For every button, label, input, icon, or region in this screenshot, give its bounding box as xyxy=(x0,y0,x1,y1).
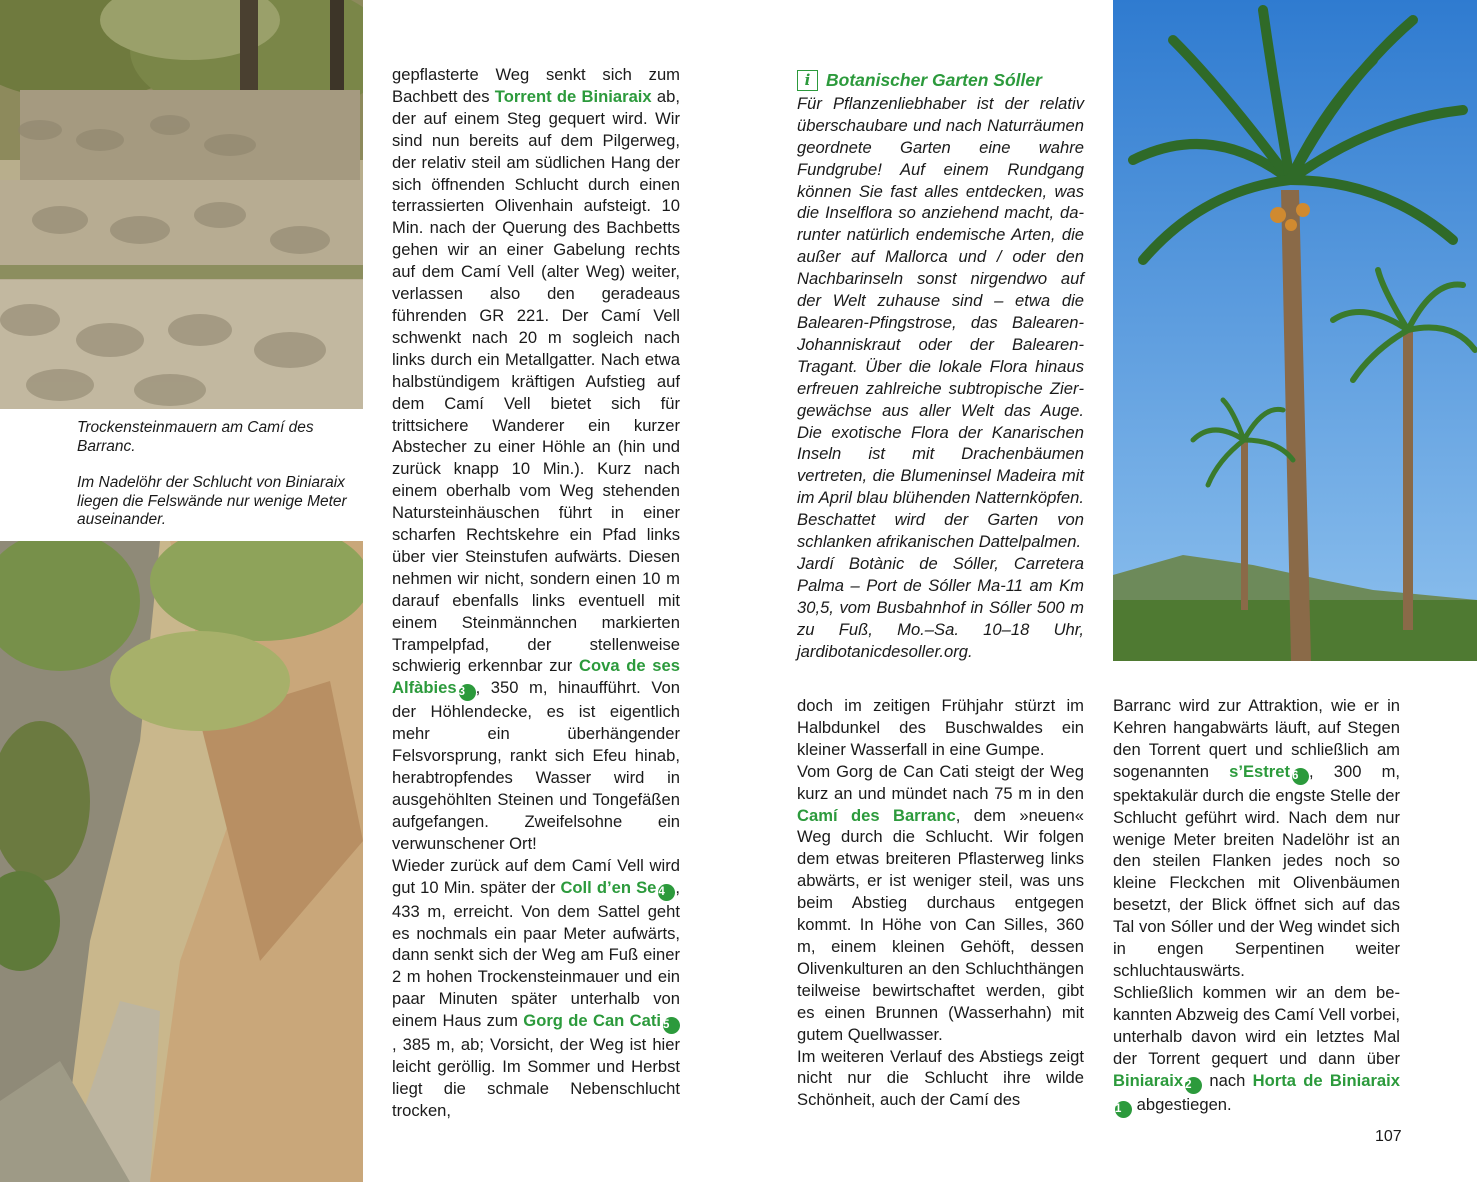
waypoint-number-badge: 4 xyxy=(658,884,675,901)
info-box-botanical-garden xyxy=(797,70,1084,662)
photo-biniaraix-gorge xyxy=(0,541,363,1182)
text-run: Schließlich kommen wir an dem bekannten Abzweig des Camí Vell vorbei, unterhalb davon wird ein letztes Mal der Torrent gequert und dann über xyxy=(1113,982,1400,1068)
caption-dry-stone-walls: Trockensteinmauern am Camí des Barranc. xyxy=(77,419,314,455)
waypoint-number-badge: 1 xyxy=(1115,1101,1132,1118)
photo-dry-stone-walls xyxy=(0,0,363,409)
text-run: Wieder zurück auf dem Camí Vell wird gut 10 Min. später der xyxy=(392,855,680,897)
text-column-1 xyxy=(392,64,680,1122)
waypoint-number-badge: 5 xyxy=(663,1017,680,1034)
caption-gorge: Im Nadelöhr der Schlucht von Biniaraix liegen die Felswände nur wenige Meter auseinander. xyxy=(77,474,347,528)
info-box-address: Jardí Botànic de Sóller, Carretera Palma – Port de Sóller Ma-11 am Km 30,5, vom Busbahnhof in Sóller 500 m zu Fuß, Mo.–Sa. 10–18 Uhr, jardibotanicdesoller.org. xyxy=(797,553,1084,661)
text-run: , 385 m, ab; Vorsicht, der Weg ist hier leicht geröllig. Im Sommer und Herbst liegt die schmale Nebenschlucht trocken, xyxy=(392,1035,680,1120)
paragraph xyxy=(797,761,1084,1046)
text-run: Barranc wird zur Attraktion, wie er in Kehren hangabwärts läuft, auf Stegen den Torrent quert und schließlich am sogenannten xyxy=(1113,696,1400,781)
text-run: nach xyxy=(1202,1070,1253,1090)
info-box-title: Botanischer Garten Sóller xyxy=(826,70,1042,90)
paragraph: doch im zeitigen Frühjahr stürzt im Halbdunkel des Buschwaldes ein kleiner Wasserfall in eine Gumpe. xyxy=(797,696,1084,759)
place-coll-den-se: Coll d’en Se xyxy=(560,877,657,897)
waypoint-number-badge: 6 xyxy=(1292,768,1309,785)
place-gorg-de-can-cati: Gorg de Can Cati xyxy=(523,1011,661,1031)
paragraph xyxy=(392,64,680,855)
text-column-3 xyxy=(1113,695,1400,1118)
waypoint-number-badge: 2 xyxy=(1185,1077,1202,1094)
text-run: gepflasterte Weg senkt sich zum Bachbett des xyxy=(392,65,680,106)
text-run: , 433 m, erreicht. Von dem Sattel geht es nochmals ein paar Meter aufwärts, dann senkt sich der Weg am Fuß einer 2 m hohen Trockensteinmauer und ein paar Minuten später unterhalb von einem Haus zum xyxy=(392,877,680,1031)
photo-date-palms xyxy=(1113,0,1477,661)
info-icon: i xyxy=(797,70,818,91)
text-run: ab, der auf einem Steg gequert wird. Wir sind nun bereits auf dem Pilgerweg, der relativ steil am südlichen Hang der sich öffnenden Schlucht durch einen terrassierten Olivenhain aufsteigt. 10 Min. nach der Querung des Bachbetts gehen wir an einer Gabelung rechts auf dem Camí Vell (alter Weg) weiter, verlassen also den geradeaus führenden GR 221. Der Camí Vell schwenkt nach 20 m sogleich nach links durch ein Metallgatter. Nach etwa halbstündigem kräftigen Aufstieg auf dem Camí Vell bietet sich für trittsichere Wanderer ein kurzer Abstecher zu einer Höhle an (hin und zurück knapp 10 Min.). Kurz nach einem oberhalb vom Weg stehenden Natursteinhäuschen führt in einer scharfen Rechtskehre ein Pfad links über vier Steinstufen aufwärts. Diesen nehmen wir nicht, sondern einen 10 m darauf ebenfalls links eventuell mit einem Steinmännchen markierten Trampelpfad, der stellenweise schwierig erkennbar zur xyxy=(392,86,680,676)
place-torrent-de-biniaraix: Torrent de Biniaraix xyxy=(494,86,652,106)
text-run: Vom Gorg de Can Cati steigt der Weg kurz an und mündet nach 75 m in den xyxy=(797,761,1084,803)
paragraph xyxy=(1113,982,1400,1118)
paragraph xyxy=(392,855,680,1122)
place-biniaraix: Biniaraix xyxy=(1113,1070,1184,1090)
text-run: , 300 m, spektakulär durch die engste Stelle der Schlucht geführt wird. Nach dem nur wenige Meter breiten Nadelöhr ist an den steilen Flanken jedes noch so kleine Fleckchen mit Olivenbäumen besetzt, der Blick öffnet sich auf das Tal von Sóller und der Weg windet sich in engen Serpentinen weiter schluchtauswärts. xyxy=(1113,761,1400,980)
info-box-text: Für Pflanzenliebhaber ist der relativ überschaubare und nach Naturräumen geordnete Garten eine wahre Fundgrube! Auf einem Rundgang können Sie fast alles entdecken, was die Inselflora so anziehend macht, darunter natürlich endemische Arten, die außer auf Mallorca und / oder den Nachbarinseln sonst nirgendwo auf der Welt zuhause sind – etwa die Balearen-Pfingstrose, das Balearen-Johanniskraut oder der Balearen-Tragant. Über die lokale Flora hinaus erfreuen zahlreiche subtropische Ziergewächse aus aller Welt das Auge. Die exotische Flora der Kanarischen Inseln ist mit Drachenbäumen vertreten, die Blumeninsel Madeira mit im April blau blühenden Natternköpfen. Beschattet wird der Garten von schlanken afrikanischen Dattelpalmen. xyxy=(797,93,1084,552)
text-column-2 xyxy=(797,695,1084,1111)
paragraph: Im weiteren Verlauf des Abstiegs zeigt nicht nur die Schlucht ihre wilde Schönheit, auch der Camí des xyxy=(797,1046,1084,1110)
paragraph xyxy=(1113,695,1400,982)
place-sestret: s’Estret xyxy=(1229,761,1290,781)
place-cova-de-ses-alfabies: Cova de ses Alfàbies xyxy=(392,656,680,698)
place-horta-de-biniaraix: Horta de Biniaraix xyxy=(1252,1070,1400,1090)
waypoint-number-badge: 3 xyxy=(459,684,476,701)
text-run: , dem »neuen« Weg durch die Schlucht. Wir folgen dem etwas breiteren Pflasterweg links abwärts, er ist weniger steil, was uns beim Abstieg durchaus entgegen kommt. In Höhe von Can Silles, 360 m, einem kleinen Gehöft, dessen Olivenkulturen an den Schluchthängen teilweise bewirtschaftet werden, gibt es einen Brunnen (Wasserhahn) mit gutem Quellwasser. xyxy=(797,805,1084,1044)
text-run: abgestiegen. xyxy=(1132,1094,1232,1114)
page-number: 107 xyxy=(1375,1128,1402,1145)
text-run: , 350 m, hinaufführt. Von der Höhlendecke, es ist eigentlich mehr ein überhängender Felsvorsprung, rankt sich Efeu hinab, herabtropfendes Wasser wird in ausgehöhlten Steinen und Tongefäßen aufgefangen. Zweifelsohne ein verwunschener Ort! xyxy=(392,678,680,853)
place-cami-des-barranc: Camí des Barranc xyxy=(797,805,956,825)
